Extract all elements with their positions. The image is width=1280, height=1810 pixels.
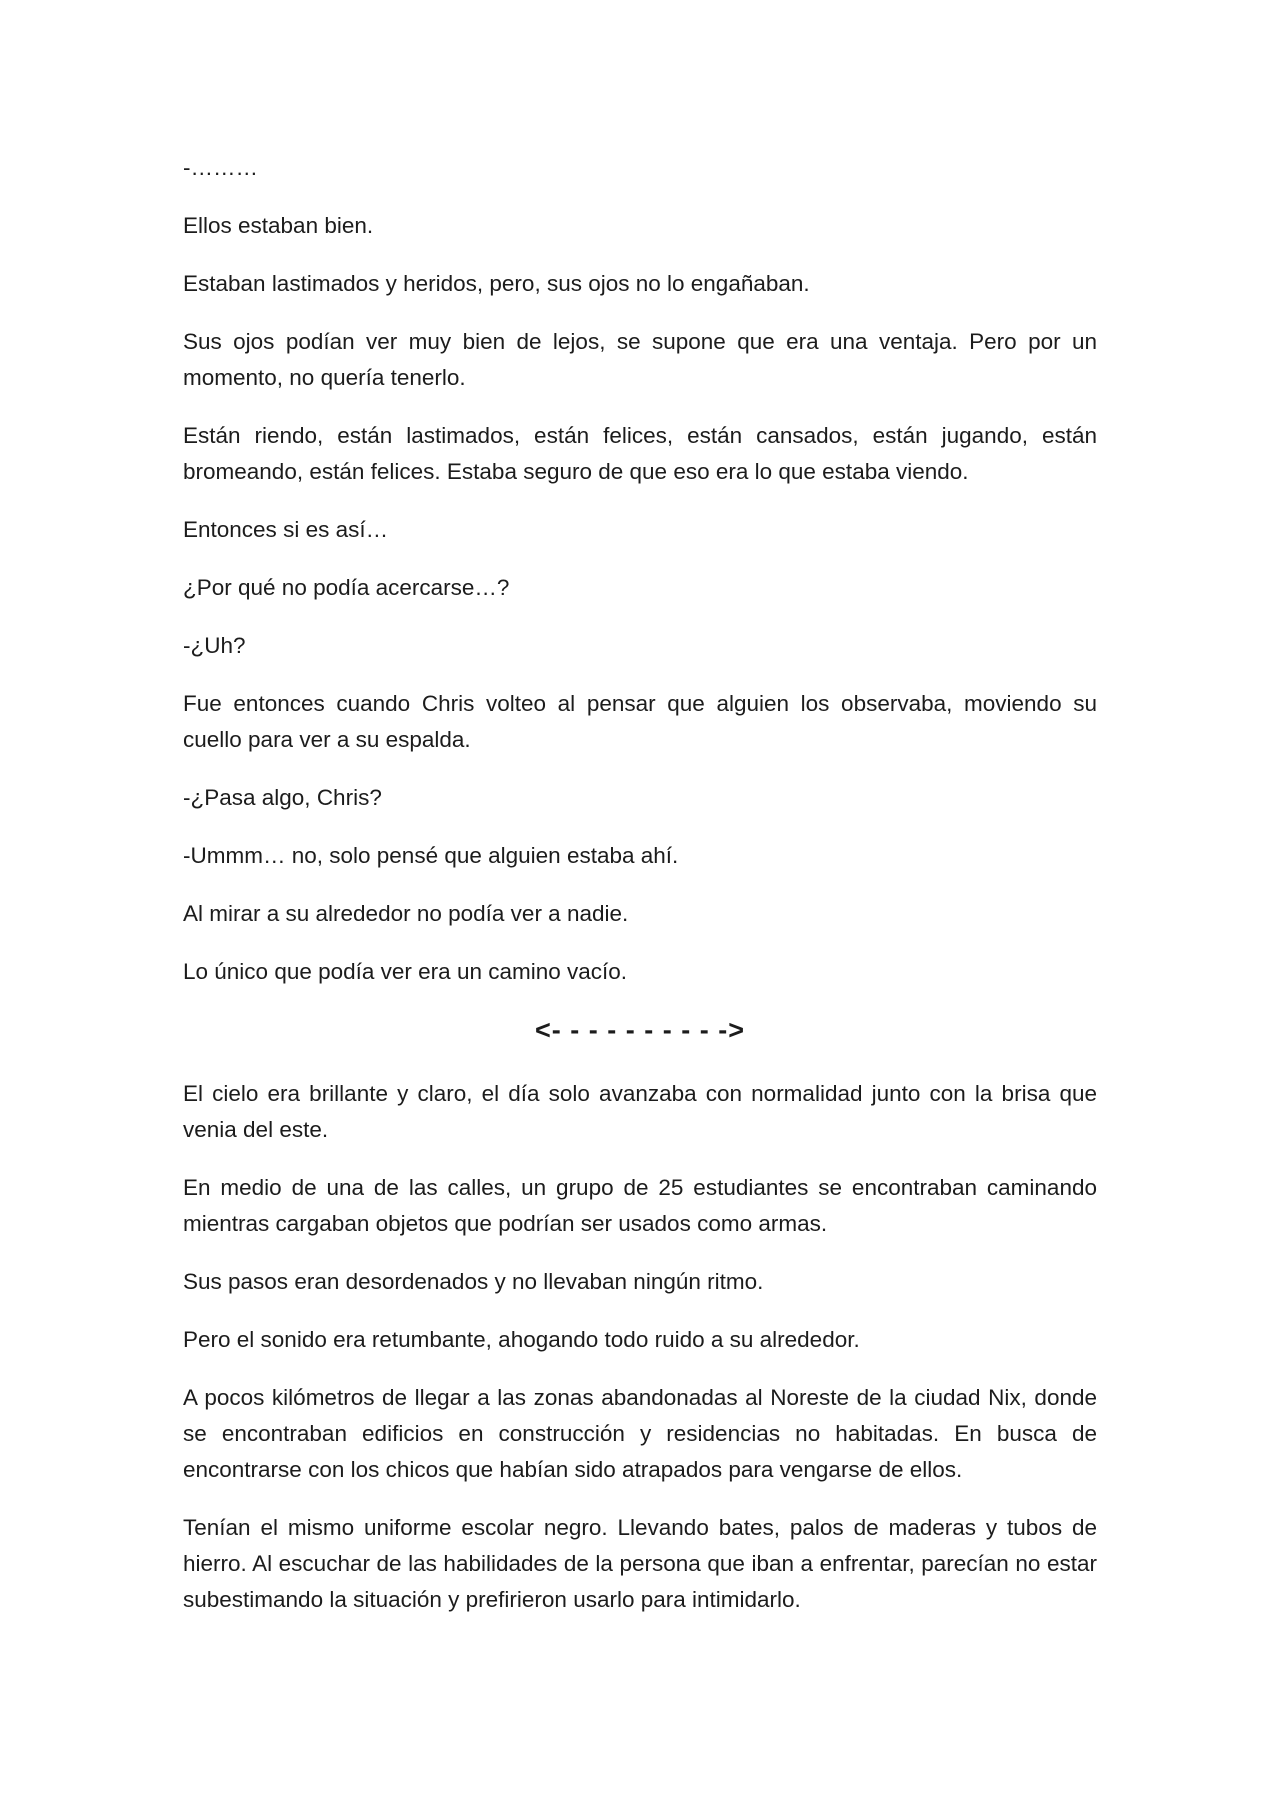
- paragraph: ¿Por qué no podía acercarse…?: [183, 575, 510, 600]
- paragraph: Lo único que podía ver era un camino vacío.: [183, 959, 628, 984]
- scene-separator: <- - - - - - - - - ->: [535, 1015, 745, 1045]
- paragraph: Ellos estaban bien.: [183, 213, 374, 238]
- paragraph: -¿Uh?: [183, 633, 246, 658]
- document-body: [183, 150, 1097, 1640]
- paragraph: -………: [183, 155, 258, 180]
- paragraph: Entonces si es así…: [183, 517, 389, 542]
- paragraph: Están riendo, están lastimados, están felices, están cansados, están jugando, están bromeando, están felices. Estaba seguro de que eso era lo que estaba viendo.: [183, 423, 1097, 484]
- paragraph: Fue entonces cuando Chris volteo al pensar que alguien los observaba, moviendo su cuello para ver a su espalda.: [183, 691, 1097, 752]
- paragraph: Al mirar a su alrededor no podía ver a nadie.: [183, 901, 629, 926]
- paragraph: -Ummm… no, solo pensé que alguien estaba ahí.: [183, 843, 679, 868]
- paragraph: El cielo era brillante y claro, el día solo avanzaba con normalidad junto con la brisa que venia del este.: [183, 1081, 1097, 1142]
- paragraph: Estaban lastimados y heridos, pero, sus ojos no lo engañaban.: [183, 271, 810, 296]
- paragraph: Sus pasos eran desordenados y no llevaban ningún ritmo.: [183, 1269, 764, 1294]
- paragraph: -¿Pasa algo, Chris?: [183, 785, 382, 810]
- paragraph: Sus ojos podían ver muy bien de lejos, se supone que era una ventaja. Pero por un momento, no quería tenerlo.: [183, 329, 1097, 390]
- paragraph: Pero el sonido era retumbante, ahogando todo ruido a su alrededor.: [183, 1327, 860, 1352]
- paragraph: En medio de una de las calles, un grupo de 25 estudiantes se encontraban caminando mientras cargaban objetos que podrían ser usados como armas.: [183, 1175, 1097, 1236]
- paragraph: Tenían el mismo uniforme escolar negro. Llevando bates, palos de maderas y tubos de hierro. Al escuchar de las habilidades de la persona que iban a enfrentar, parecían no estar subestimando la situación y prefirieron usarlo para intimidarlo.: [183, 1515, 1097, 1612]
- paragraph: A pocos kilómetros de llegar a las zonas abandonadas al Noreste de la ciudad Nix, donde se encontraban edificios en construcción y residencias no habitadas. En busca de encontrarse con los chicos que habían sido atrapados para vengarse de ellos.: [183, 1385, 1097, 1482]
